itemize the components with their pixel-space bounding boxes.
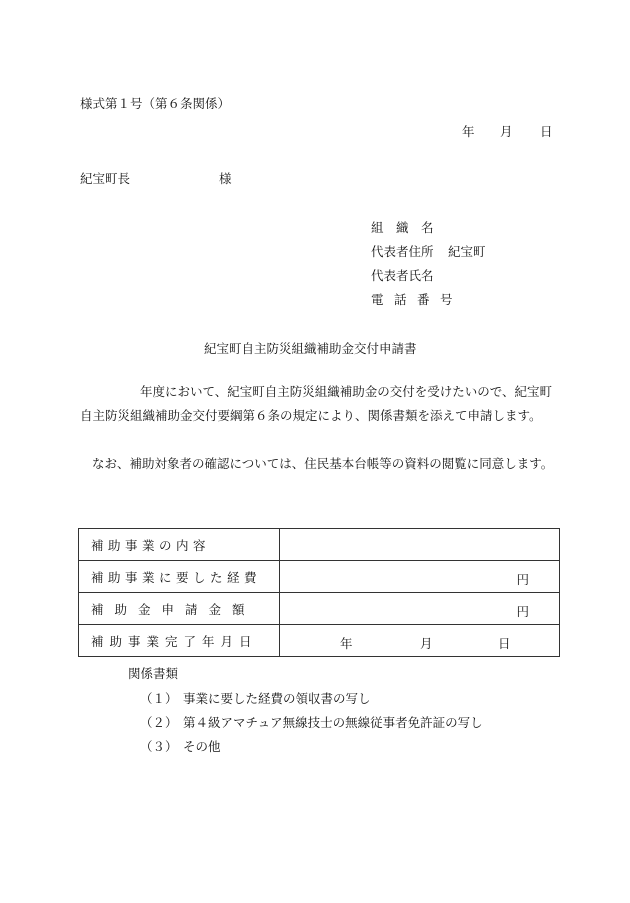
org-name-label: 組 織 名 [371,220,434,235]
body-paragraph-2: なお、補助対象者の確認については、住民基本台帳等の資料の閲覧に同意します。 [92,456,554,471]
body-paragraph-1: 年度において、紀宝町自主防災組織補助金の交付を受けたいので、紀宝町自主防災組織補助金交付要綱第６条の規定により、関係書類を添えて申請します。 [80,384,553,423]
application-table [78,528,560,657]
phone-label: 電 話 番 号 [371,292,452,307]
date-month-label: 月 [500,124,513,139]
completion-day-label: 日 [498,636,511,651]
rep-address-label: 代表者住所 [371,244,434,259]
addressee-name: 紀宝町長 [80,171,131,186]
row-label-content: 補助事業の内容 [79,529,280,561]
addressee-honorific: 様 [219,171,232,186]
table-row [79,529,560,561]
request-amount-unit: 円 [516,604,529,619]
date-year-label: 年 [462,124,475,139]
row-label-completion-date: 補助事業完了年月日 [79,625,280,657]
row-value-expense[interactable] [280,561,560,593]
attachment-num: （１） [140,691,178,706]
rep-address-value: 紀宝町 [448,244,486,259]
attachments-heading: 関係書類 [128,666,179,681]
attachment-text: 事業に要した経費の領収書の写し [183,691,371,706]
completion-year-label: 年 [340,636,353,651]
attachment-num: （２） [140,715,178,730]
date-day-label: 日 [540,124,553,139]
document-title: 紀宝町自主防災組織補助金交付申請書 [204,341,417,356]
row-value-completion-date[interactable] [280,625,560,657]
row-label-expense: 補助事業に要した経費 [79,561,280,593]
completion-month-label: 月 [420,636,433,651]
attachment-num: （３） [140,739,178,754]
form-number: 様式第１号（第６条関係） [80,96,231,111]
attachment-text: 第４級アマチュア無線技士の無線従事者免許証の写し [183,715,483,730]
table-row [79,593,560,625]
table-row [79,561,560,593]
attachment-text: その他 [183,739,221,754]
expense-unit: 円 [516,572,529,587]
row-label-request-amount: 補助金申請金額 [79,593,280,625]
row-value-request-amount[interactable] [280,593,560,625]
rep-name-label: 代表者氏名 [371,268,434,283]
row-value-content[interactable] [280,529,560,561]
table-row [79,625,560,657]
